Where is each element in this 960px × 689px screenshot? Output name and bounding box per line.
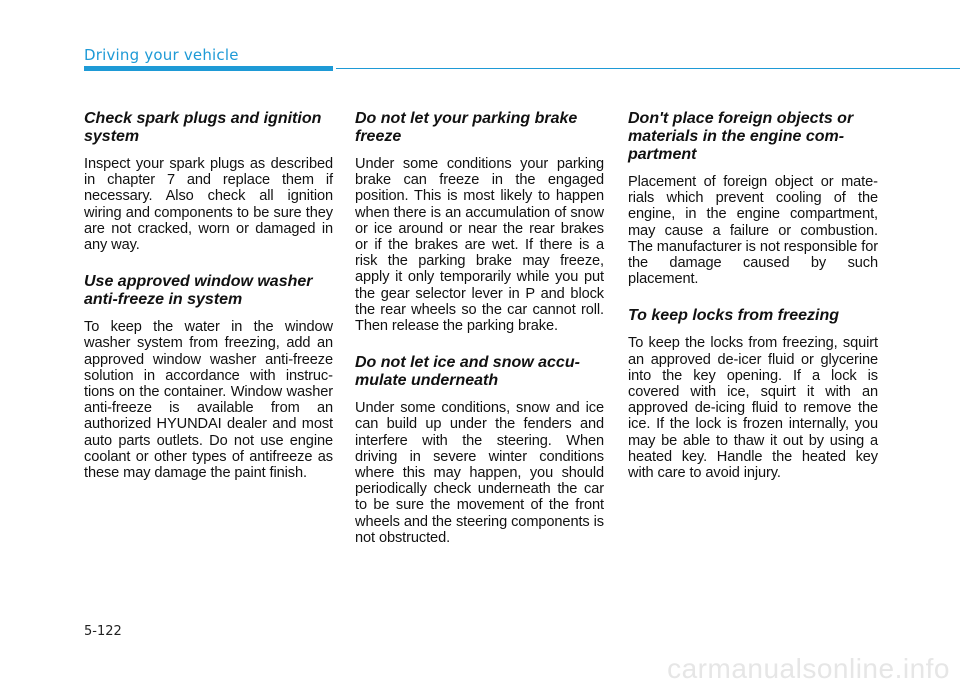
section-washer-antifreeze <box>84 273 333 481</box>
section-heading: Check spark plugs and ignition system <box>84 110 322 145</box>
header-accent-bar <box>84 66 333 71</box>
section-body: Placement of foreign object or materials which prevent cooling of the engine, in the engine compartment, may cause a failure or combustion. The manufacturer is not responsible for the damage caused by such placement. <box>628 174 878 288</box>
section-ice-snow <box>355 354 604 546</box>
text-column-middle <box>355 110 604 566</box>
section-heading: Do not let ice and snow accumulate underneath <box>355 354 580 390</box>
section-body: Under some conditions, snow and ice can build up under the fenders and interfere with the steering. When driving in severe winter conditions where this may happen, you should periodically check underneath the car to be sure the movement of the front wheels and the steering components is not obstructed. <box>355 400 604 546</box>
text-column-left <box>84 110 333 501</box>
section-parking-brake <box>355 110 604 334</box>
section-heading: To keep locks from freezing <box>628 307 840 325</box>
section-body: Inspect your spark plugs as described in chapter 7 and replace them if necessary. Also check all ignition wiring and components to be sure they are not cracked, worn or damaged in any way. <box>84 156 333 254</box>
section-foreign-objects <box>628 110 878 287</box>
section-body: Under some conditions your parking brake can freeze in the engaged position. This is most likely to happen when there is an accumulation of snow or ice around or near the rear brakes or if the brakes are wet. If there is a risk the parking brake may freeze, apply it only temporarily while you put the gear selector lever in P and block the rear wheels so the car cannot roll. Then release the parking brake. <box>355 156 604 335</box>
section-heading: Don't place foreign objects or materials in the engine compartment <box>628 110 854 163</box>
section-locks-freezing <box>628 307 878 481</box>
section-header-title: Driving your vehicle <box>84 46 239 64</box>
header-rule-line <box>336 68 960 69</box>
section-body: To keep the locks from freezing, squirt an approved de-icer fluid or glycerine into the key opening. If a lock is covered with ice, squirt it with an approved de-icing fluid to remove the ice. If the lock is frozen internally, you may be able to thaw it out by using a heated key. Handle the heated key with care to avoid injury. <box>628 335 878 482</box>
watermark-text: carmanualsonline.info <box>667 653 950 684</box>
section-heading: Use approved window washer anti-freeze in system <box>84 273 313 309</box>
section-spark-plugs <box>84 110 333 253</box>
section-body: To keep the water in the window washer system from freezing, add an approved window washer anti-freeze solution in accordance with instructions on the container. Window washer anti-freeze is available from an authorized HYUNDAI dealer and most auto parts outlets. Do not use engine coolant or other types of antifreeze as these may damage the paint finish. <box>84 319 333 482</box>
section-heading: Do not let your parking brake freeze <box>355 110 578 145</box>
page-number: 5-122 <box>84 624 122 639</box>
text-column-right <box>628 110 878 501</box>
